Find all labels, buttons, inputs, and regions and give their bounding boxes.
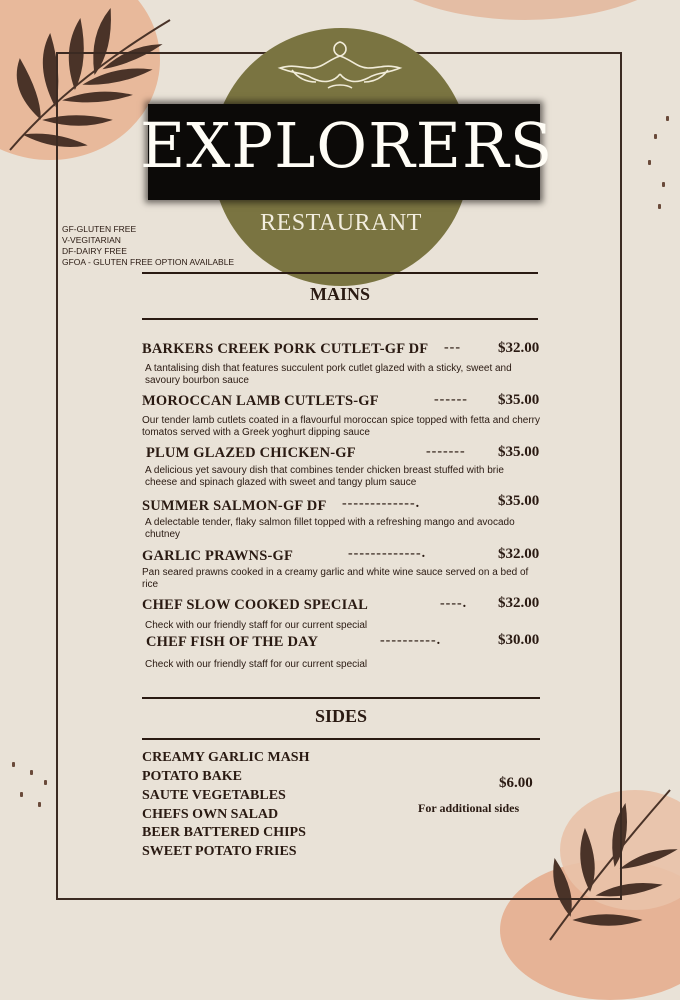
decor-dot xyxy=(662,182,665,187)
sides-note: For additional sides xyxy=(418,801,520,815)
side-item: SAUTE VEGETABLES xyxy=(142,788,286,803)
key-line: V-VEGITARIAN xyxy=(62,235,121,245)
ornament-icon xyxy=(272,38,408,96)
section-title-mains: MAINS xyxy=(309,284,370,304)
menu-item-name: BARKERS CREEK PORK CUTLET-GF DF xyxy=(142,341,429,357)
menu-item-price: $32.00 xyxy=(498,595,540,611)
key-line: GFOA - GLUTEN FREE OPTION AVAILABLE xyxy=(62,257,235,267)
menu-item-name: GARLIC PRAWNS-GF xyxy=(142,548,294,564)
menu-item-leader: ------ xyxy=(434,392,468,407)
menu-item-price: $32.00 xyxy=(498,340,540,356)
decor-dot xyxy=(38,802,41,807)
menu-item-name: PLUM GLAZED CHICKEN-GF xyxy=(146,445,356,461)
menu-item-leader: ----. xyxy=(440,596,468,611)
decor-dot xyxy=(44,780,47,785)
menu-item-description: Pan seared prawns cooked in a creamy garlic and white wine sauce served on a bed of rice xyxy=(142,567,529,590)
menu-item-price: $35.00 xyxy=(498,392,540,408)
section-divider xyxy=(142,272,538,274)
side-item: SWEET POTATO FRIES xyxy=(142,844,297,859)
brand-name: EXPLORERS xyxy=(140,109,554,182)
menu-item-name: SUMMER SALMON-GF DF xyxy=(142,498,327,514)
section-divider xyxy=(142,697,540,699)
key-line: GF-GLUTEN FREE xyxy=(62,224,137,234)
side-item: POTATO BAKE xyxy=(142,769,242,784)
section-divider xyxy=(142,738,540,740)
menu-item-description: Check with our friendly staff for our current special xyxy=(145,659,368,670)
side-item: BEER BATTERED CHIPS xyxy=(142,825,306,840)
menu-item-description: A tantalising dish that features succulent pork cutlet glazed with a sticky, sweet and savoury bourbon sauce xyxy=(145,363,512,386)
menu-item-name: CHEF SLOW COOKED SPECIAL xyxy=(142,597,368,613)
menu-item-description: A delicious yet savoury dish that combines tender chicken breast stuffed with brie cheese and spinach glazed with sweet and tangy plum sauce xyxy=(145,465,504,488)
menu-item-price: $35.00 xyxy=(498,493,540,509)
decor-dot xyxy=(666,116,669,121)
menu-item-description: Our tender lamb cutlets coated in a flavourful moroccan spice topped with fetta and cherry tomatos served with a Greek yoghurt dipping sauce xyxy=(142,415,540,438)
decor-dot xyxy=(12,762,15,767)
decor-dot xyxy=(648,160,651,165)
sides-price: $6.00 xyxy=(499,775,533,791)
menu-item-price: $35.00 xyxy=(498,444,540,460)
menu-item-leader: -------------. xyxy=(348,546,427,561)
decor-dot xyxy=(30,770,33,775)
side-item: CREAMY GARLIC MASH xyxy=(142,750,310,765)
menu-item-leader: ------- xyxy=(426,444,466,459)
menu-item-price: $30.00 xyxy=(498,632,540,648)
section-divider xyxy=(142,318,538,320)
brand-subtitle: RESTAURANT xyxy=(260,210,422,236)
menu-item-price: $32.00 xyxy=(498,546,540,562)
decor-blob-top-right xyxy=(360,0,680,20)
menu-item-leader: --- xyxy=(444,340,461,355)
key-line: DF-DAIRY FREE xyxy=(62,246,127,256)
menu-item-leader: -------------. xyxy=(342,496,421,511)
section-title-sides: SIDES xyxy=(314,706,368,726)
decor-dot xyxy=(658,204,661,209)
menu-item-name: MOROCCAN LAMB CUTLETS-GF xyxy=(142,393,379,409)
menu-item-description: A delectable tender, flaky salmon fillet topped with a refreshing mango and avocado chutney xyxy=(145,517,515,540)
menu-item-description: Check with our friendly staff for our current special xyxy=(145,620,368,631)
dietary-key xyxy=(62,224,234,268)
side-item: CHEFS OWN SALAD xyxy=(142,807,279,822)
menu-item-leader: ----------. xyxy=(380,633,442,648)
decor-dot xyxy=(654,134,657,139)
decor-dot xyxy=(20,792,23,797)
menu-item-name: CHEF FISH OF THE DAY xyxy=(146,634,319,650)
